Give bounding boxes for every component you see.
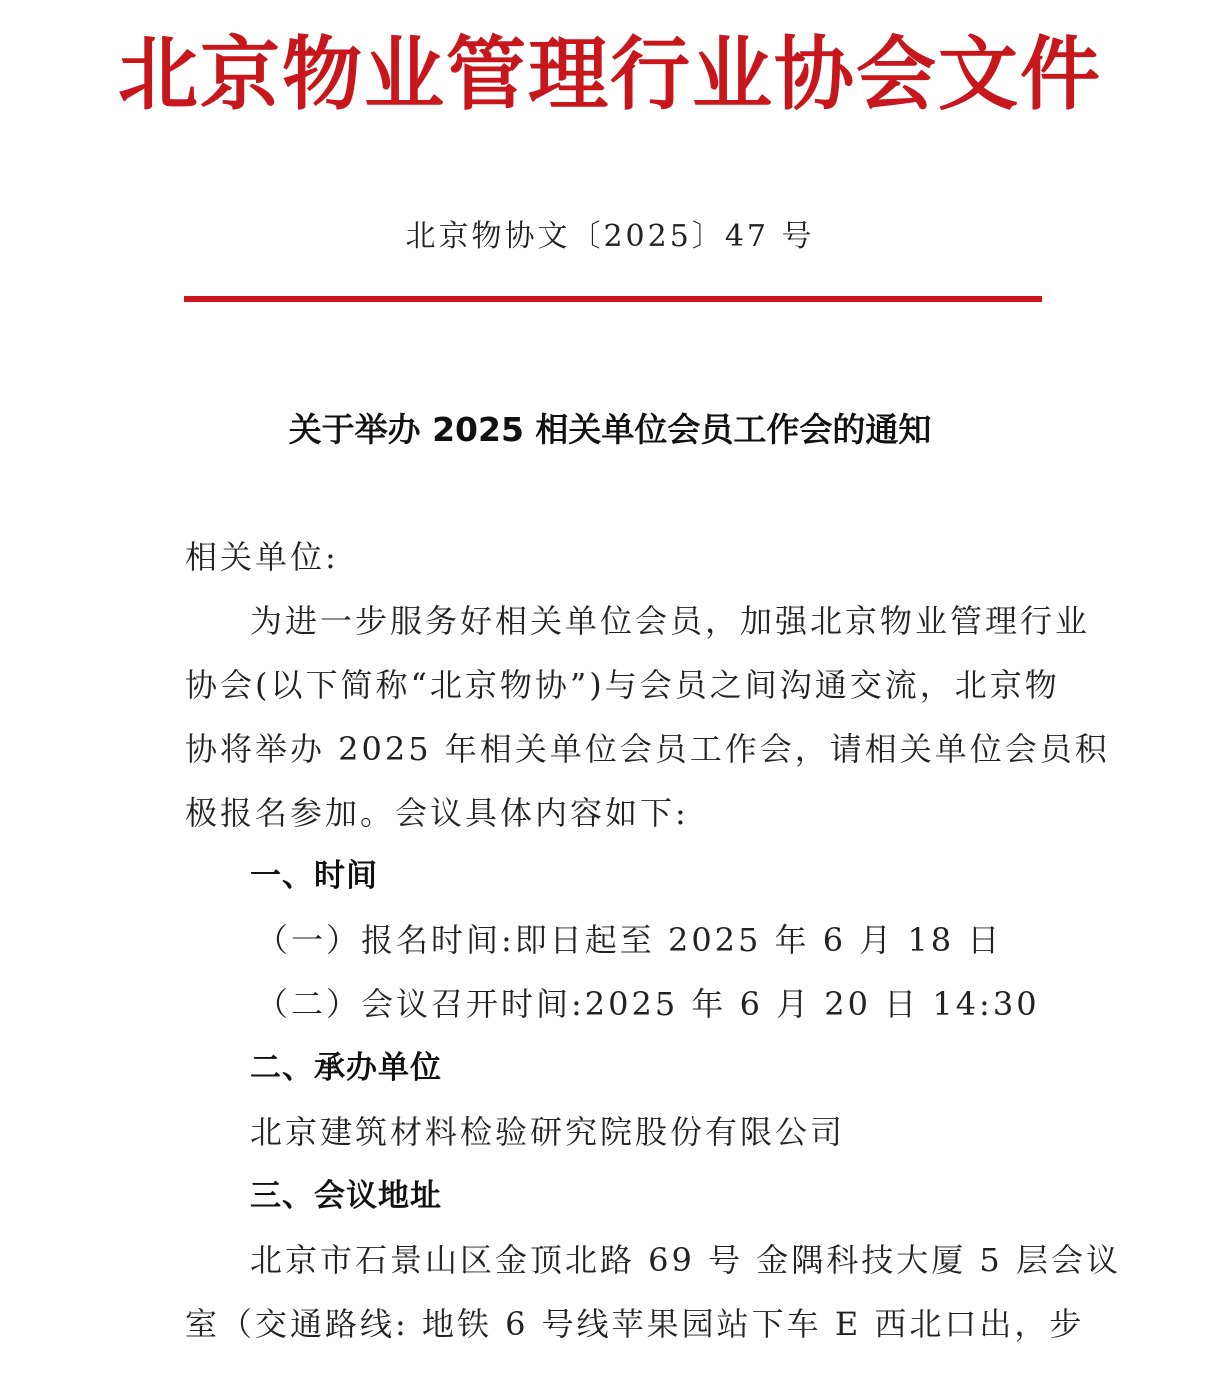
intro-line-1: 为进一步服务好相关单位会员，加强北京物业管理行业 (250, 602, 1091, 640)
masthead-title: 北京物业管理行业协会文件 (118, 28, 1102, 121)
intro-line-2: 协会(以下简称“北京物协”)与会员之间沟通交流，北京物 (185, 666, 1060, 704)
address-line-2: 室（交通路线: 地铁 6 号线苹果园站下车 E 西北口出，步 (185, 1305, 1085, 1343)
organizer-name: 北京建筑材料检验研究院股份有限公司 (250, 1113, 846, 1151)
meeting-time: （二）会议召开时间:2025 年 6 月 20 日 14:30 (256, 985, 1040, 1023)
notice-title: 关于举办 2025 相关单位会员工作会的通知 (288, 410, 932, 449)
section-heading-address: 三、会议地址 (250, 1178, 442, 1214)
salutation: 相关单位: (185, 538, 339, 576)
intro-line-3: 协将举办 2025 年相关单位会员工作会，请相关单位会员积 (185, 730, 1110, 768)
section-heading-time: 一、时间 (250, 858, 378, 894)
red-divider-line (184, 296, 1042, 302)
registration-time: （一）报名时间:即日起至 2025 年 6 月 18 日 (256, 921, 1003, 959)
intro-line-4: 极报名参加。会议具体内容如下: (185, 794, 689, 832)
section-heading-organizer: 二、承办单位 (250, 1050, 442, 1086)
document-number: 北京物协文〔2025〕47 号 (405, 219, 815, 254)
address-line-1: 北京市石景山区金顶北路 69 号 金隅科技大厦 5 层会议 (250, 1241, 1121, 1279)
